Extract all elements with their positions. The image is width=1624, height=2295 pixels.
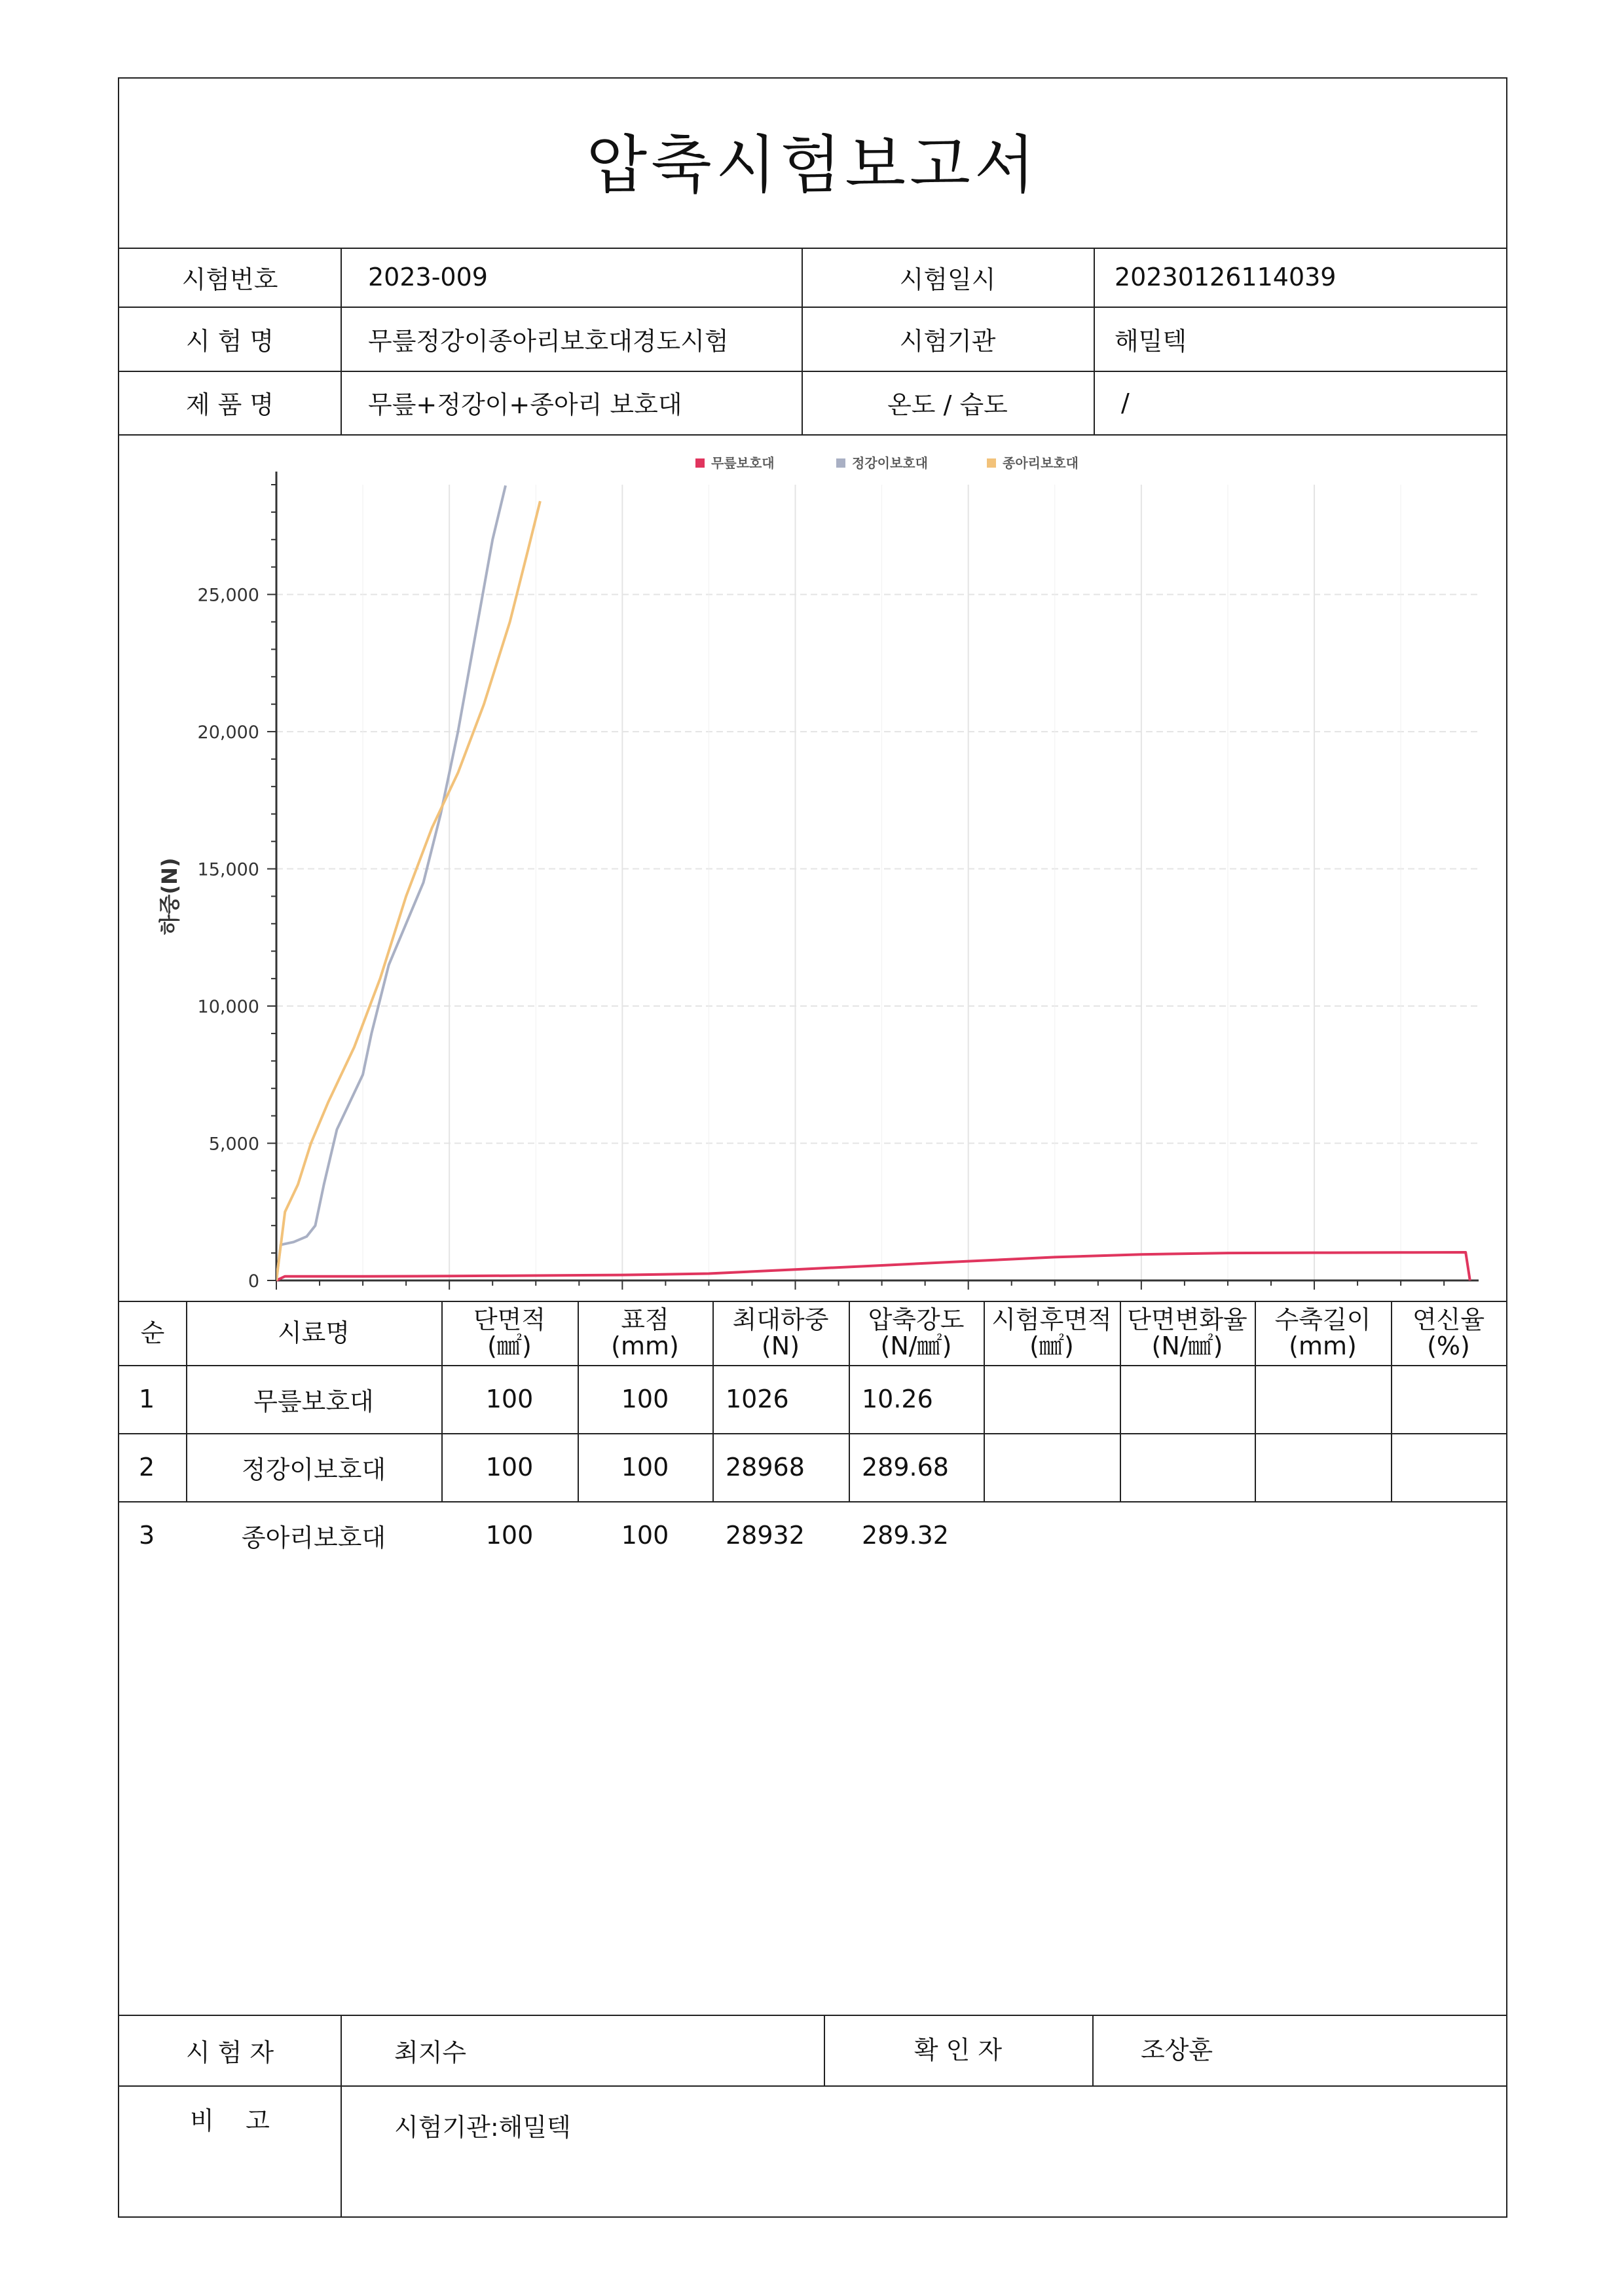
remarks-label: 비 고 <box>190 2106 270 2135</box>
legend-swatch <box>836 458 845 468</box>
tester-label: 시 험 자 <box>185 2038 274 2067</box>
report-frame <box>118 77 1507 2218</box>
table-header-cell <box>849 1301 984 1365</box>
header-unit: (㎟) <box>487 1332 532 1360</box>
header-unit: (%) <box>1427 1332 1470 1360</box>
temp-humidity-value: / <box>1121 388 1130 417</box>
table-header-cell <box>1255 1301 1391 1365</box>
header-label: 단면적 <box>473 1305 546 1334</box>
table-header-cell <box>441 1301 578 1365</box>
divider <box>341 248 342 434</box>
header-label: 시료명 <box>277 1318 350 1347</box>
table-cell <box>1255 1365 1391 1433</box>
series-line-2 <box>276 485 506 1280</box>
test-name-value: 무릎정강이종아리보호대경도시험 <box>368 326 729 356</box>
table-cell: 정강이보호대 <box>241 1455 386 1484</box>
header-label: 시험후면적 <box>991 1305 1112 1334</box>
table-header-cell <box>1391 1301 1506 1365</box>
header-unit: (mm) <box>1289 1332 1357 1360</box>
y-tick-label: 25,000 <box>197 585 259 606</box>
tester-value: 최지수 <box>394 2038 467 2067</box>
header-label: 표점 <box>621 1305 669 1334</box>
table-cell <box>1120 1433 1255 1501</box>
table-cell <box>1255 1501 1391 1569</box>
header-unit: (N/㎟) <box>1151 1332 1223 1360</box>
table-cell <box>1120 1501 1255 1569</box>
header-label: 최대하중 <box>732 1305 829 1334</box>
load-displacement-chart <box>119 439 1506 1303</box>
table-cell <box>1120 1365 1255 1433</box>
table-cell <box>1255 1433 1391 1501</box>
y-axis-label: 하중(N) <box>157 857 182 935</box>
series-line-1 <box>276 1252 1470 1280</box>
product-label: 제 품 명 <box>185 390 274 419</box>
divider <box>341 2015 342 2218</box>
table-cell: 1026 <box>726 1385 789 1413</box>
table-cell: 100 <box>621 1521 669 1550</box>
table-cell: 3 <box>139 1521 155 1550</box>
table-cell <box>984 1501 1120 1569</box>
test-date-value: 20230126114039 <box>1115 263 1337 291</box>
header-unit: (㎟) <box>1029 1332 1074 1360</box>
divider <box>1092 2015 1094 2085</box>
product-value: 무릎+정강이+종아리 보호대 <box>368 390 682 419</box>
table-cell: 10.26 <box>862 1385 933 1413</box>
institution-value: 해밀텍 <box>1115 326 1187 356</box>
chart-svg <box>119 439 1506 1301</box>
confirmer-label: 확 인 자 <box>913 2035 1003 2064</box>
legend-swatch <box>695 458 705 468</box>
table-cell: 289.32 <box>862 1521 949 1550</box>
table-header-cell <box>119 1301 186 1365</box>
table-header-cell <box>578 1301 712 1365</box>
y-tick-label: 10,000 <box>197 997 259 1018</box>
y-tick-label: 0 <box>248 1271 259 1292</box>
table-cell: 종아리보호대 <box>241 1523 386 1552</box>
table-cell: 무릎보호대 <box>253 1387 374 1416</box>
table-cell: 2 <box>139 1453 155 1482</box>
confirmer-value: 조상훈 <box>1141 2035 1213 2064</box>
temp-humidity-label: 온도 / 습도 <box>887 390 1008 419</box>
legend-label: 종아리보호대 <box>1003 455 1079 471</box>
header-label: 압축강도 <box>868 1305 965 1334</box>
header-label: 단면변화율 <box>1127 1305 1247 1334</box>
table-header-cell <box>712 1301 849 1365</box>
test-no-value: 2023-009 <box>368 263 488 291</box>
table-cell <box>1391 1433 1506 1501</box>
table-cell: 28932 <box>726 1521 805 1550</box>
table-cell <box>1391 1365 1506 1433</box>
table-cell: 100 <box>621 1453 669 1482</box>
legend-swatch <box>987 458 996 468</box>
test-name-label: 시 험 명 <box>185 326 274 356</box>
table-cell: 289.68 <box>862 1453 949 1482</box>
table-cell: 100 <box>621 1385 669 1413</box>
header-label: 연신율 <box>1412 1305 1485 1334</box>
table-cell: 100 <box>485 1521 534 1550</box>
header-unit: (N/㎟) <box>880 1332 952 1360</box>
table-cell: 28968 <box>726 1453 805 1482</box>
y-tick-label: 15,000 <box>197 859 259 880</box>
header-label: 순 <box>140 1318 165 1347</box>
table-header-cell <box>1120 1301 1255 1365</box>
header-unit: (mm) <box>611 1332 679 1360</box>
remarks-value: 시험기관:해밀텍 <box>394 2112 571 2142</box>
series-line-3 <box>276 501 540 1280</box>
table-header-cell <box>984 1301 1120 1365</box>
test-date-label: 시험일시 <box>899 265 996 294</box>
test-no-label: 시험번호 <box>181 265 278 294</box>
divider <box>1094 248 1095 434</box>
table-cell: 1 <box>139 1385 155 1413</box>
divider <box>119 434 1506 436</box>
header-unit: (N) <box>761 1332 800 1360</box>
legend-label: 무릎보호대 <box>711 455 775 471</box>
y-tick-label: 5,000 <box>208 1134 259 1155</box>
table-cell <box>1391 1501 1506 1569</box>
institution-label: 시험기관 <box>899 326 996 356</box>
table-cell: 100 <box>485 1453 534 1482</box>
table-cell: 100 <box>485 1385 534 1413</box>
table-cell <box>984 1433 1120 1501</box>
legend-label: 정강이보호대 <box>852 455 928 471</box>
y-tick-label: 20,000 <box>197 722 259 743</box>
header-label: 수축길이 <box>1274 1305 1371 1334</box>
table-header-cell <box>186 1301 441 1365</box>
table-cell <box>984 1365 1120 1433</box>
report-title: 압축시험보고서 <box>586 128 1039 202</box>
